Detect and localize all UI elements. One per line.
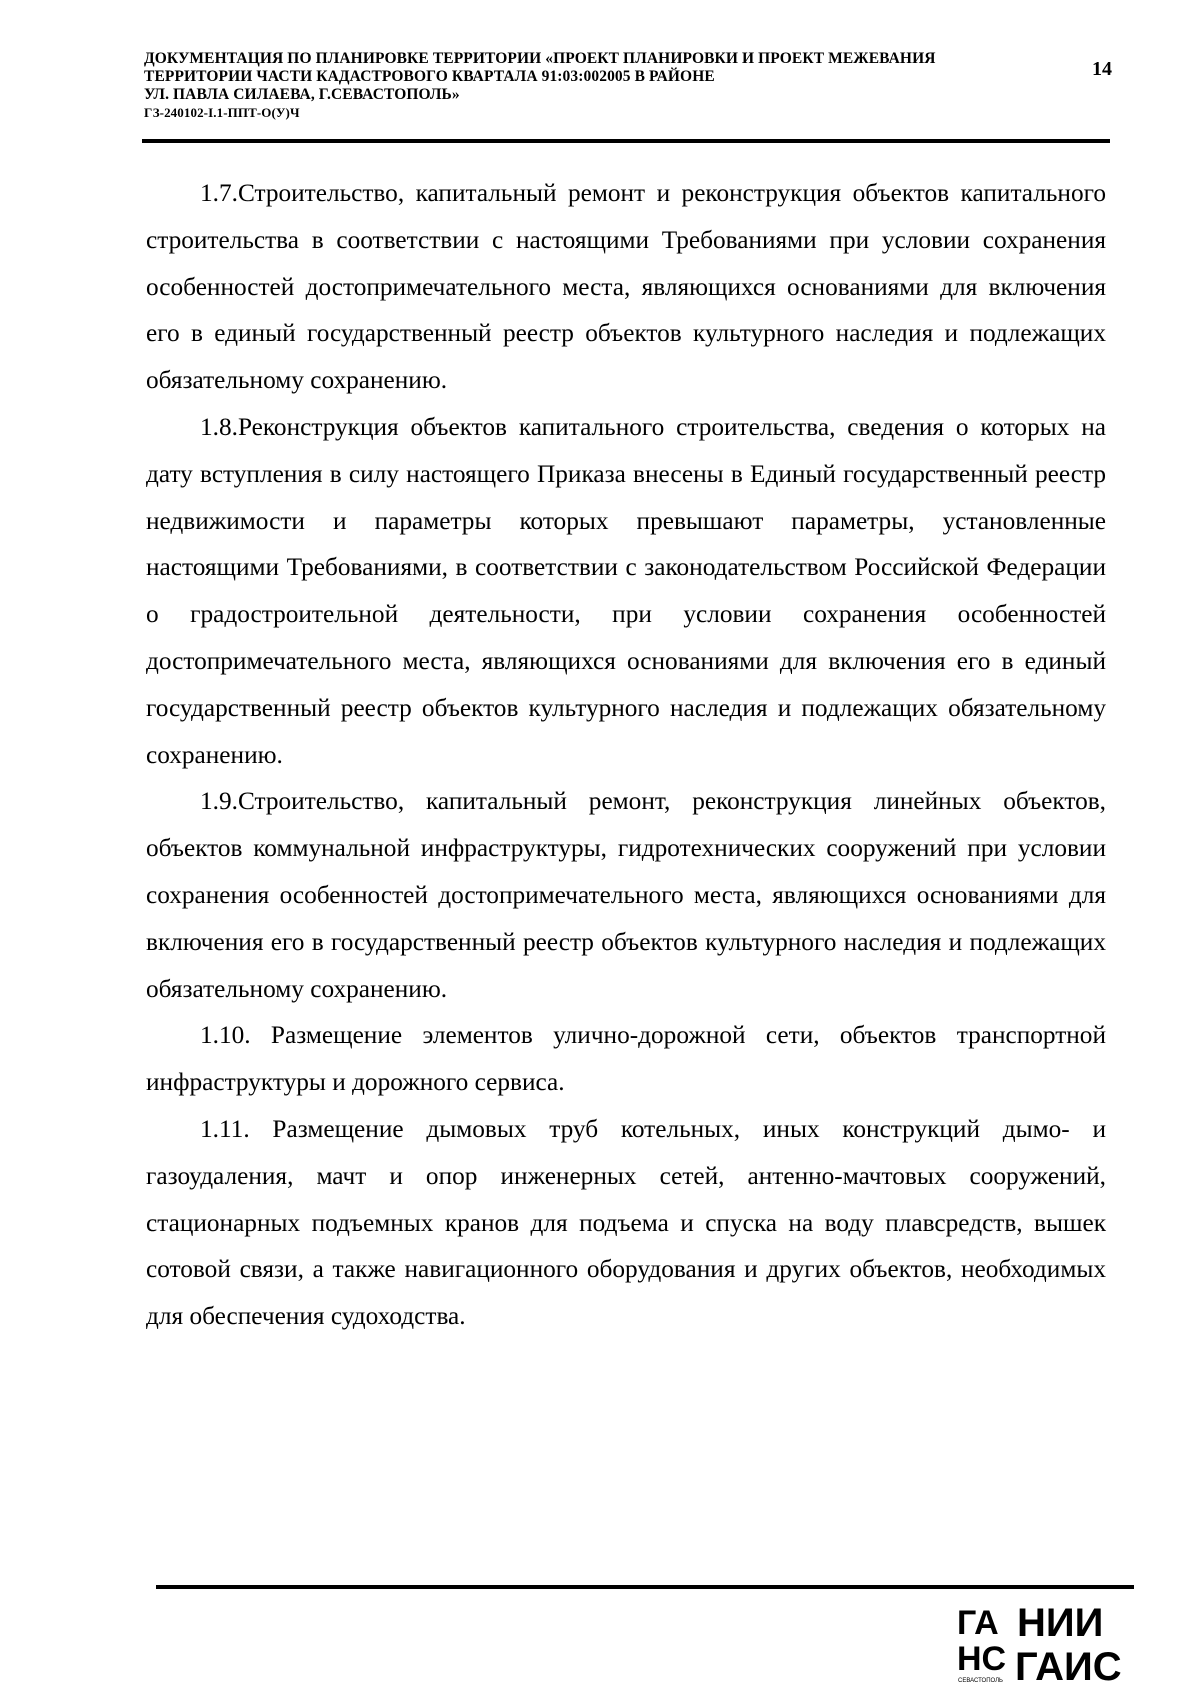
header-title-line-1: ДОКУМЕНТАЦИЯ ПО ПЛАНИРОВКЕ ТЕРРИТОРИИ «ПРОЕКТ ПЛАНИРОВКИ И ПРОЕКТ МЕЖЕВАНИЯ — [144, 50, 936, 67]
logo-emblem-bottom: НС — [957, 1640, 1007, 1678]
paragraph-1-10: 1.10. Размещение элементов улично-дорожной сети, объектов транспортной инфраструктуры и дорожного сервиса. — [146, 1021, 1106, 1097]
nii-gais-logo — [955, 1598, 1135, 1688]
page-number: 14 — [1092, 58, 1112, 80]
paragraph-1-9: 1.9.Строительство, капитальный ремонт, реконструкция линейных объектов, объектов коммунальной инфраструктуры, гидротехнических сооружений при условии сохранения особенностей достопримечательного места, являющихся основаниями для включения его в государственный реестр объектов культурного наследия и подлежащих обязательному сохранению. — [146, 787, 1106, 1003]
paragraph-1-11: 1.11. Размещение дымовых труб котельных, иных конструкций дымо- и газоудаления, мачт и опор инженерных сетей, антенно-мачтовых сооружений, стационарных подъемных кранов для подъема и спуска на воду плавсредств, вышек сотовой связи, а также навигационного оборудования и других объектов, необходимых для обеспечения судоходства. — [146, 1114, 1106, 1331]
document-header — [144, 50, 1024, 122]
document-body — [146, 170, 1106, 1340]
logo-emblem-top: ГА — [957, 1604, 999, 1642]
header-title-line-2: ТЕРРИТОРИИ ЧАСТИ КАДАСТРОВОГО КВАРТАЛА 91:03:002005 В РАЙОНЕ — [144, 68, 715, 85]
logo-text-gais: ГАИС — [1015, 1645, 1122, 1688]
logo-emblem-caption: СЕВАСТОПОЛЬ — [958, 1678, 1003, 1684]
footer-divider — [156, 1585, 1134, 1589]
paragraph-1-7: 1.7.Строительство, капитальный ремонт и реконструкция объектов капитального строительства в соответствии с настоящими Требованиями при условии сохранения особенностей достопримечательного места, являющихся основаниями для включения его в единый государственный реестр объектов культурного наследия и подлежащих обязательному сохранению. — [146, 179, 1106, 395]
header-divider — [142, 139, 1110, 143]
header-title-line-3: УЛ. ПАВЛА СИЛАЕВА, Г.СЕВАСТОПОЛЬ» — [144, 86, 460, 103]
document-code: ГЗ-240102-I.1-ППТ-О(У)Ч — [144, 105, 300, 120]
logo-text-nii: НИИ — [1017, 1601, 1104, 1645]
logo-emblem — [957, 1604, 1006, 1684]
paragraph-1-8: 1.8.Реконструкция объектов капитального строительства, сведения о которых на дату вступления в силу настоящего Приказа внесены в Единый государственный реестр недвижимости и параметры которых превышают параметры, установленные настоящими Требованиями, в соответствии с законодательством Российской Федерации о градостроительной деятельности, при условии сохранения особенностей достопримечательного места, являющихся основаниями для включения его в единый государственный реестр объектов культурного наследия и подлежащих обязательному сохранению. — [146, 412, 1106, 769]
